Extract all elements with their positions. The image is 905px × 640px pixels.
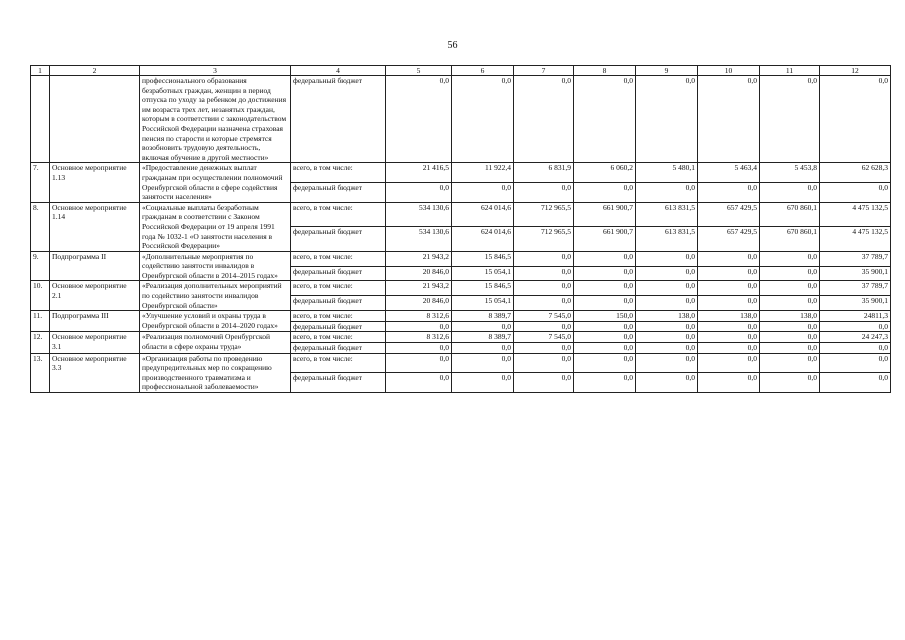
amount-cell: 6 831,9 xyxy=(514,163,574,183)
amount-cell: 150,0 xyxy=(574,311,636,322)
funding-source: всего, в том числе: xyxy=(291,163,386,183)
amount-cell: 0,0 xyxy=(636,266,698,281)
amount-cell: 62 628,3 xyxy=(820,163,891,183)
amount-cell: 24811,3 xyxy=(820,311,891,322)
row-number: 13. xyxy=(31,353,50,392)
amount-cell: 657 429,5 xyxy=(698,227,760,251)
amount-cell: 0,0 xyxy=(636,353,698,373)
amount-cell: 15 846,5 xyxy=(452,251,514,266)
amount-cell: 0,0 xyxy=(820,343,891,354)
amount-cell: 35 900,1 xyxy=(820,296,891,311)
funding-source: федеральный бюджет xyxy=(291,76,386,163)
amount-cell: 0,0 xyxy=(514,321,574,332)
amount-cell: 4 475 132,5 xyxy=(820,227,891,251)
amount-cell: 0,0 xyxy=(760,343,820,354)
budget-table xyxy=(30,65,891,393)
table-row xyxy=(31,311,891,322)
amount-cell: 7 545,0 xyxy=(514,332,574,343)
row-name xyxy=(50,76,140,163)
amount-cell: 661 900,7 xyxy=(574,227,636,251)
amount-cell: 0,0 xyxy=(760,321,820,332)
row-name: Подпрограмма III xyxy=(50,311,140,332)
amount-cell: 0,0 xyxy=(760,281,820,296)
amount-cell: 0,0 xyxy=(698,343,760,354)
column-header: 11 xyxy=(760,66,820,76)
amount-cell: 0,0 xyxy=(698,373,760,393)
amount-cell: 0,0 xyxy=(574,183,636,203)
amount-cell: 0,0 xyxy=(514,281,574,296)
amount-cell: 0,0 xyxy=(760,373,820,393)
amount-cell: 15 054,1 xyxy=(452,296,514,311)
amount-cell: 0,0 xyxy=(574,343,636,354)
column-header: 2 xyxy=(50,66,140,76)
amount-cell: 0,0 xyxy=(574,281,636,296)
table-row xyxy=(31,76,891,163)
row-name: Основное мероприятие 3.1 xyxy=(50,332,140,353)
amount-cell: 0,0 xyxy=(452,76,514,163)
amount-cell: 21 943,2 xyxy=(386,251,452,266)
amount-cell: 21 943,2 xyxy=(386,281,452,296)
row-number: 11. xyxy=(31,311,50,332)
amount-cell: 0,0 xyxy=(760,76,820,163)
amount-cell: 8 312,6 xyxy=(386,332,452,343)
amount-cell: 0,0 xyxy=(574,353,636,373)
amount-cell: 24 247,3 xyxy=(820,332,891,343)
amount-cell: 0,0 xyxy=(760,266,820,281)
amount-cell: 0,0 xyxy=(698,321,760,332)
funding-source: федеральный бюджет xyxy=(291,321,386,332)
amount-cell: 0,0 xyxy=(514,343,574,354)
amount-cell: 5 463,4 xyxy=(698,163,760,183)
table-row xyxy=(31,202,891,226)
row-description: «Предоставление денежных выплат гражданам при осуществлении полномочий Оренбургской области в сфере содействия занятости населения» xyxy=(140,163,291,202)
row-name: Основное мероприятие 1.14 xyxy=(50,202,140,251)
amount-cell: 0,0 xyxy=(698,332,760,343)
column-header: 7 xyxy=(514,66,574,76)
amount-cell: 5 453,8 xyxy=(760,163,820,183)
amount-cell: 0,0 xyxy=(698,251,760,266)
row-name: Основное мероприятие 3.3 xyxy=(50,353,140,392)
amount-cell: 138,0 xyxy=(636,311,698,322)
amount-cell: 534 130,6 xyxy=(386,202,452,226)
row-name: Основное мероприятие 1.13 xyxy=(50,163,140,202)
amount-cell: 0,0 xyxy=(698,353,760,373)
amount-cell: 138,0 xyxy=(760,311,820,322)
amount-cell: 712 965,5 xyxy=(514,227,574,251)
amount-cell: 0,0 xyxy=(760,353,820,373)
amount-cell: 0,0 xyxy=(636,343,698,354)
amount-cell: 657 429,5 xyxy=(698,202,760,226)
amount-cell: 0,0 xyxy=(820,321,891,332)
column-header: 8 xyxy=(574,66,636,76)
amount-cell: 35 900,1 xyxy=(820,266,891,281)
table-row xyxy=(31,163,891,183)
amount-cell: 670 860,1 xyxy=(760,202,820,226)
amount-cell: 0,0 xyxy=(636,332,698,343)
table-body xyxy=(31,76,891,393)
amount-cell: 0,0 xyxy=(636,281,698,296)
amount-cell: 0,0 xyxy=(636,183,698,203)
row-description: профессионального образования безработных граждан, женщин в период отпуска по уходу за ребенком до достижения им возраста трех лет, незанятых граждан, которым в соответствии с законодательством Российской Федерации назначена страховая пенсия по старости и которые стремятся возобновить трудовую деятельность, включая обучение в другой местности» xyxy=(140,76,291,163)
page-number: 56 xyxy=(447,40,458,51)
amount-cell: 712 965,5 xyxy=(514,202,574,226)
amount-cell: 0,0 xyxy=(636,373,698,393)
amount-cell: 0,0 xyxy=(452,373,514,393)
amount-cell: 8 389,7 xyxy=(452,332,514,343)
funding-source: всего, в том числе: xyxy=(291,332,386,343)
amount-cell: 0,0 xyxy=(452,353,514,373)
amount-cell: 0,0 xyxy=(452,183,514,203)
funding-source: федеральный бюджет xyxy=(291,266,386,281)
amount-cell: 5 480,1 xyxy=(636,163,698,183)
column-header: 1 xyxy=(31,66,50,76)
funding-source: федеральный бюджет xyxy=(291,227,386,251)
table-row xyxy=(31,332,891,343)
amount-cell: 0,0 xyxy=(698,183,760,203)
amount-cell: 0,0 xyxy=(574,76,636,163)
funding-source: федеральный бюджет xyxy=(291,183,386,203)
amount-cell: 0,0 xyxy=(514,373,574,393)
amount-cell: 0,0 xyxy=(386,321,452,332)
amount-cell: 0,0 xyxy=(514,76,574,163)
amount-cell: 15 054,1 xyxy=(452,266,514,281)
amount-cell: 624 014,6 xyxy=(452,227,514,251)
funding-source: всего, в том числе: xyxy=(291,281,386,296)
amount-cell: 0,0 xyxy=(698,76,760,163)
column-header: 3 xyxy=(140,66,291,76)
row-number: 10. xyxy=(31,281,50,311)
amount-cell: 15 846,5 xyxy=(452,281,514,296)
amount-cell: 11 922,4 xyxy=(452,163,514,183)
amount-cell: 0,0 xyxy=(698,281,760,296)
header-row xyxy=(31,66,891,76)
amount-cell: 0,0 xyxy=(820,183,891,203)
amount-cell: 0,0 xyxy=(820,353,891,373)
amount-cell: 0,0 xyxy=(574,296,636,311)
amount-cell: 0,0 xyxy=(386,353,452,373)
funding-source: всего, в том числе: xyxy=(291,353,386,373)
amount-cell: 624 014,6 xyxy=(452,202,514,226)
amount-cell: 0,0 xyxy=(514,266,574,281)
amount-cell: 0,0 xyxy=(574,321,636,332)
amount-cell: 0,0 xyxy=(760,332,820,343)
row-number: 9. xyxy=(31,251,50,281)
amount-cell: 0,0 xyxy=(514,296,574,311)
column-header: 9 xyxy=(636,66,698,76)
amount-cell: 0,0 xyxy=(574,251,636,266)
amount-cell: 0,0 xyxy=(698,296,760,311)
amount-cell: 0,0 xyxy=(514,183,574,203)
amount-cell: 138,0 xyxy=(698,311,760,322)
amount-cell: 0,0 xyxy=(636,296,698,311)
amount-cell: 20 846,0 xyxy=(386,266,452,281)
amount-cell: 0,0 xyxy=(698,266,760,281)
amount-cell: 0,0 xyxy=(636,76,698,163)
column-header: 10 xyxy=(698,66,760,76)
amount-cell: 0,0 xyxy=(386,76,452,163)
amount-cell: 0,0 xyxy=(760,183,820,203)
amount-cell: 670 860,1 xyxy=(760,227,820,251)
amount-cell: 0,0 xyxy=(452,321,514,332)
row-number: 7. xyxy=(31,163,50,202)
row-description: «Социальные выплаты безработным гражданам в соответствии с Законом Российской Федерации от 19 апреля 1991 года № 1032-1 «О занятости населения в Российской Федерации» xyxy=(140,202,291,251)
funding-source: всего, в том числе: xyxy=(291,202,386,226)
table-row xyxy=(31,251,891,266)
amount-cell: 4 475 132,5 xyxy=(820,202,891,226)
row-number: 12. xyxy=(31,332,50,353)
amount-cell: 6 060,2 xyxy=(574,163,636,183)
funding-source: федеральный бюджет xyxy=(291,343,386,354)
row-name: Основное мероприятие 2.1 xyxy=(50,281,140,311)
amount-cell: 0,0 xyxy=(574,373,636,393)
row-number: 8. xyxy=(31,202,50,251)
amount-cell: 8 389,7 xyxy=(452,311,514,322)
row-description: «Улучшение условий и охраны труда в Оренбургской области в 2014–2020 годах» xyxy=(140,311,291,332)
row-description: «Реализация полномочий Оренбургской области в сфере охраны труда» xyxy=(140,332,291,353)
row-description: «Организация работы по проведению предупредительных мер по сокращению производственного травматизма и профессиональной заболеваемости» xyxy=(140,353,291,392)
amount-cell: 0,0 xyxy=(636,251,698,266)
amount-cell: 0,0 xyxy=(386,343,452,354)
amount-cell: 0,0 xyxy=(514,251,574,266)
amount-cell: 661 900,7 xyxy=(574,202,636,226)
amount-cell: 0,0 xyxy=(636,321,698,332)
amount-cell: 0,0 xyxy=(760,251,820,266)
funding-source: федеральный бюджет xyxy=(291,296,386,311)
row-description: «Реализация дополнительных мероприятий по содействию занятости инвалидов Оренбургской области» xyxy=(140,281,291,311)
amount-cell: 0,0 xyxy=(574,266,636,281)
amount-cell: 0,0 xyxy=(386,373,452,393)
funding-source: федеральный бюджет xyxy=(291,373,386,393)
amount-cell: 21 416,5 xyxy=(386,163,452,183)
amount-cell: 0,0 xyxy=(760,296,820,311)
funding-source: всего, в том числе: xyxy=(291,251,386,266)
amount-cell: 8 312,6 xyxy=(386,311,452,322)
funding-source: всего, в том числе: xyxy=(291,311,386,322)
table-row xyxy=(31,281,891,296)
amount-cell: 0,0 xyxy=(386,183,452,203)
amount-cell: 20 846,0 xyxy=(386,296,452,311)
amount-cell: 37 789,7 xyxy=(820,251,891,266)
amount-cell: 0,0 xyxy=(820,76,891,163)
row-number xyxy=(31,76,50,163)
amount-cell: 0,0 xyxy=(514,353,574,373)
column-header: 5 xyxy=(386,66,452,76)
column-header: 6 xyxy=(452,66,514,76)
amount-cell: 37 789,7 xyxy=(820,281,891,296)
row-name: Подпрограмма II xyxy=(50,251,140,281)
column-header: 12 xyxy=(820,66,891,76)
amount-cell: 0,0 xyxy=(452,343,514,354)
amount-cell: 534 130,6 xyxy=(386,227,452,251)
amount-cell: 613 831,5 xyxy=(636,202,698,226)
amount-cell: 613 831,5 xyxy=(636,227,698,251)
amount-cell: 0,0 xyxy=(574,332,636,343)
amount-cell: 7 545,0 xyxy=(514,311,574,322)
row-description: «Дополнительные мероприятия по содействию занятости инвалидов в Оренбургской области в 2014–2015 годах» xyxy=(140,251,291,281)
table-row xyxy=(31,353,891,373)
column-header: 4 xyxy=(291,66,386,76)
amount-cell: 0,0 xyxy=(820,373,891,393)
